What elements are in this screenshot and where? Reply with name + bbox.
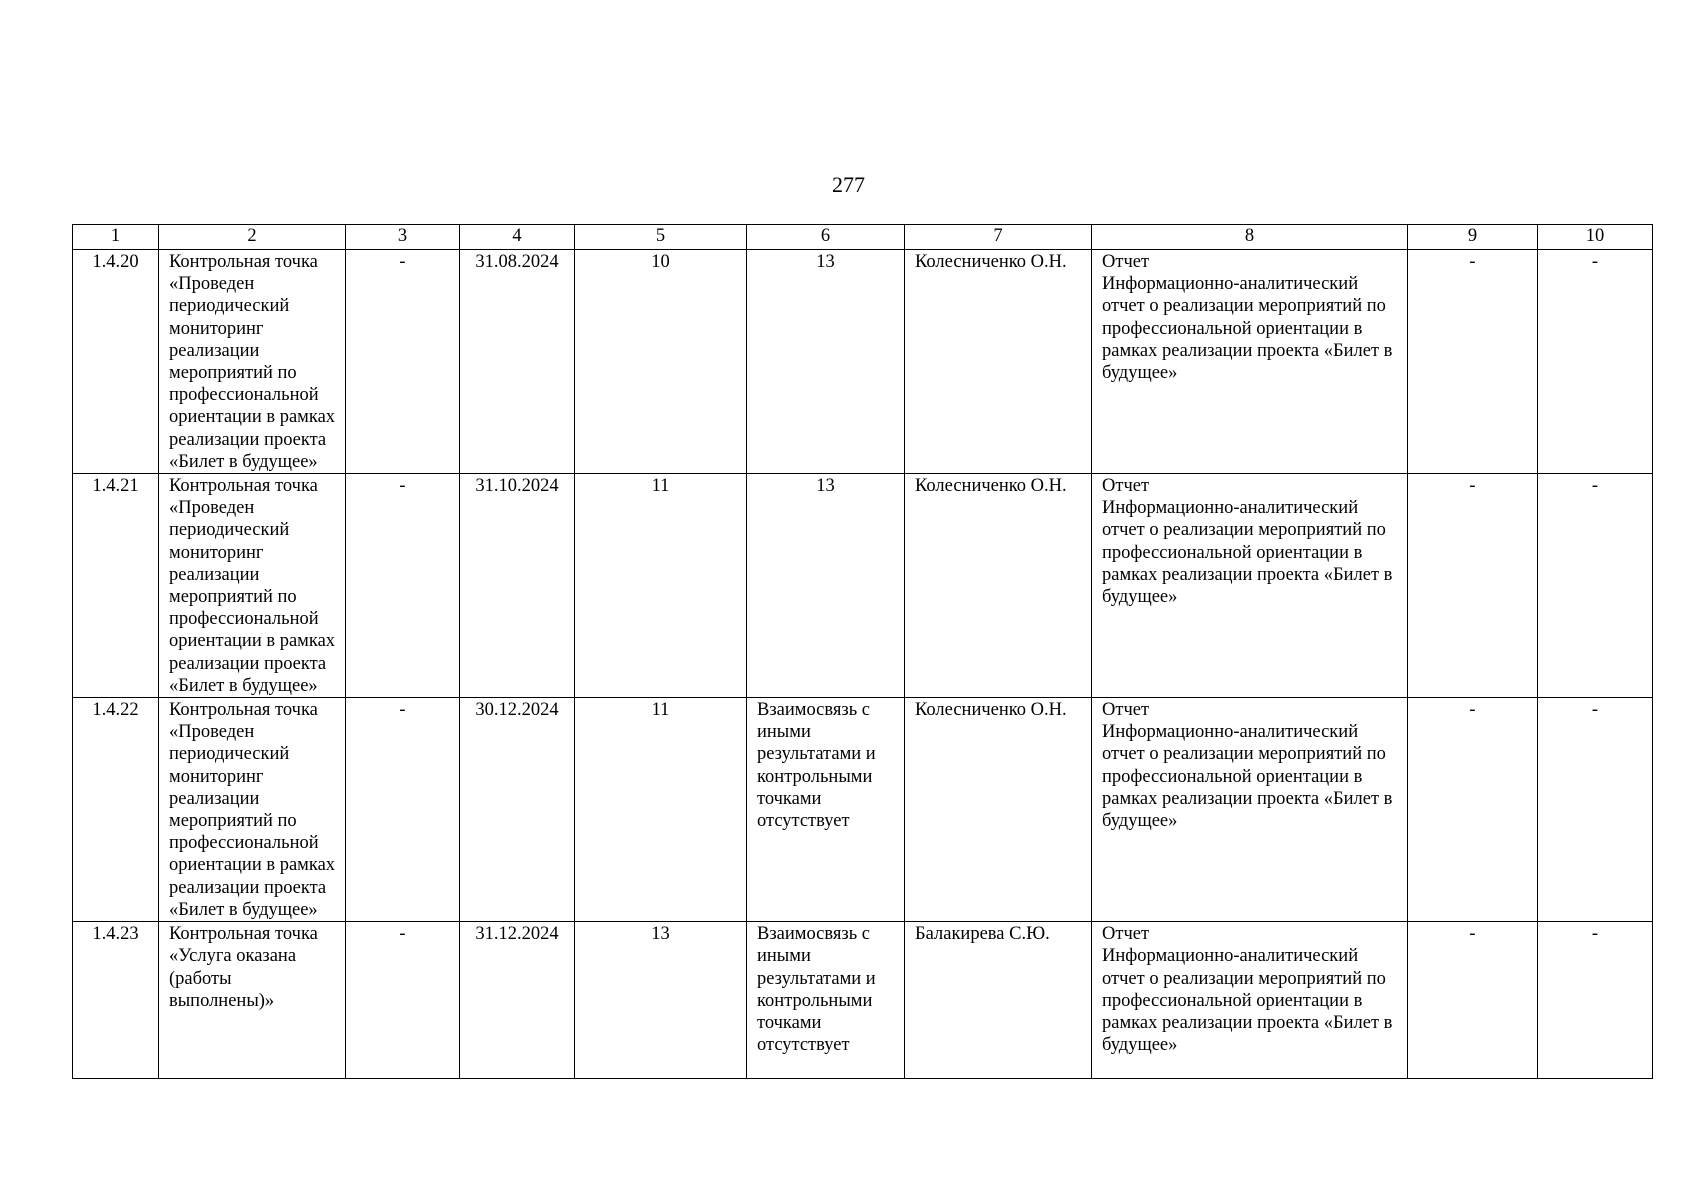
relation-cell: 13 (747, 474, 905, 698)
column-header: 8 (1092, 225, 1408, 250)
column-header: 2 (159, 225, 346, 250)
document-description: Информационно-аналитический отчет о реализации мероприятий по профессиональной ориентации в рамках реализации проекта «Билет в будущее» (1102, 946, 1393, 1056)
document-type: Отчет (1102, 700, 1150, 721)
document-description: Информационно-аналитический отчет о реализации мероприятий по профессиональной ориентации в рамках реализации проекта «Билет в будущее» (1102, 722, 1393, 832)
page-number: 277 (832, 172, 865, 197)
row-number-cell: 1.4.21 (73, 474, 159, 698)
control-point-cell: Контрольная точка «Услуга оказана (работы выполнены)» (159, 922, 346, 1079)
table-row (73, 250, 1653, 474)
table-row (73, 922, 1653, 1079)
table-row (73, 698, 1653, 922)
relation-cell: 13 (747, 250, 905, 474)
column-header: 4 (460, 225, 575, 250)
column-3-cell: - (346, 474, 460, 698)
document-cell (1092, 474, 1408, 698)
document-cell (1092, 922, 1408, 1079)
column-5-cell: 11 (575, 698, 747, 922)
column-3-cell: - (346, 922, 460, 1079)
responsible-cell: Балакирева С.Ю. (905, 922, 1092, 1079)
column-9-cell: - (1408, 922, 1538, 1079)
document-cell (1092, 250, 1408, 474)
column-10-cell: - (1538, 698, 1653, 922)
column-header: 1 (73, 225, 159, 250)
column-10-cell: - (1538, 474, 1653, 698)
date-cell: 30.12.2024 (460, 698, 575, 922)
date-cell: 31.08.2024 (460, 250, 575, 474)
column-header: 6 (747, 225, 905, 250)
column-9-cell: - (1408, 474, 1538, 698)
schedule-table (72, 224, 1653, 1079)
relation-cell: Взаимосвязь с иными результатами и контрольными точками отсутствует (747, 922, 905, 1079)
column-header: 10 (1538, 225, 1653, 250)
date-cell: 31.12.2024 (460, 922, 575, 1079)
table-row (73, 474, 1653, 698)
document-description: Информационно-аналитический отчет о реализации мероприятий по профессиональной ориентации в рамках реализации проекта «Билет в будущее» (1102, 498, 1393, 608)
column-9-cell: - (1408, 698, 1538, 922)
responsible-cell: Колесниченко О.Н. (905, 474, 1092, 698)
row-number-cell: 1.4.23 (73, 922, 159, 1079)
column-5-cell: 13 (575, 922, 747, 1079)
column-5-cell: 11 (575, 474, 747, 698)
document-type: Отчет (1102, 924, 1150, 945)
document-type: Отчет (1102, 252, 1150, 272)
document-type: Отчет (1102, 476, 1150, 497)
column-header: 9 (1408, 225, 1538, 250)
row-number-cell: 1.4.22 (73, 698, 159, 922)
relation-cell: Взаимосвязь с иными результатами и контрольными точками отсутствует (747, 698, 905, 922)
column-3-cell: - (346, 698, 460, 922)
responsible-cell: Колесниченко О.Н. (905, 698, 1092, 922)
control-point-cell: Контрольная точка «Проведен периодический мониторинг реализации мероприятий по профессиональной ориентации в рамках реализации проекта «Билет в будущее» (159, 698, 346, 922)
responsible-cell: Колесниченко О.Н. (905, 250, 1092, 474)
control-point-cell: Контрольная точка «Проведен периодический мониторинг реализации мероприятий по профессиональной ориентации в рамках реализации проекта «Билет в будущее» (159, 474, 346, 698)
row-number-cell: 1.4.20 (73, 250, 159, 474)
column-header: 3 (346, 225, 460, 250)
column-10-cell: - (1538, 250, 1653, 474)
header-row (73, 225, 1653, 250)
column-3-cell: - (346, 250, 460, 474)
control-point-cell: Контрольная точка «Проведен периодический мониторинг реализации мероприятий по профессиональной ориентации в рамках реализации проекта «Билет в будущее» (159, 250, 346, 474)
column-header: 7 (905, 225, 1092, 250)
column-9-cell: - (1408, 250, 1538, 474)
document-description: Информационно-аналитический отчет о реализации мероприятий по профессиональной ориентации в рамках реализации проекта «Билет в будущее» (1102, 274, 1393, 384)
column-5-cell: 10 (575, 250, 747, 474)
column-header: 5 (575, 225, 747, 250)
date-cell: 31.10.2024 (460, 474, 575, 698)
document-cell (1092, 698, 1408, 922)
column-10-cell: - (1538, 922, 1653, 1079)
